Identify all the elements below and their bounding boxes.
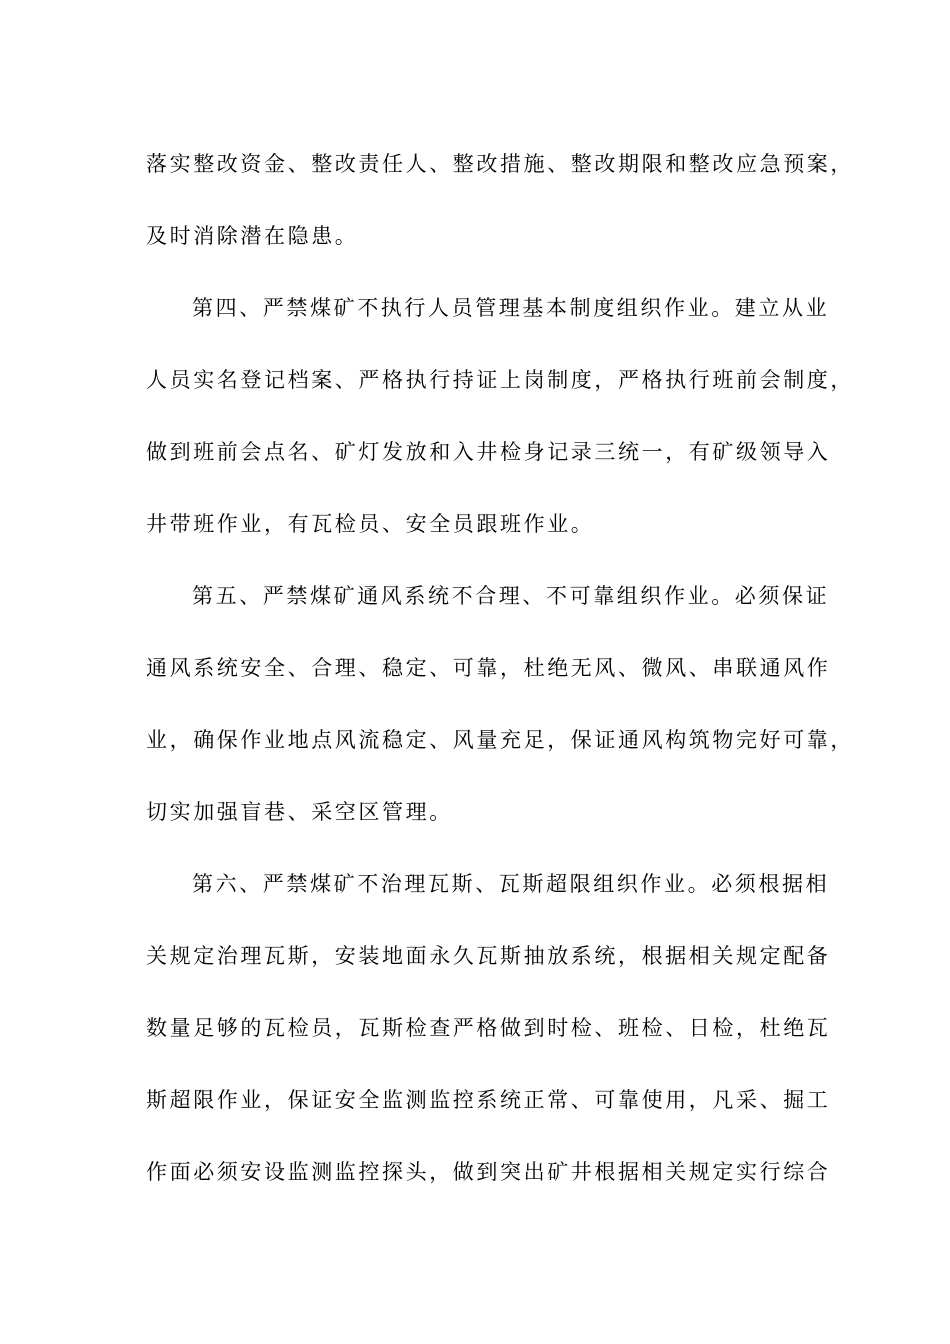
text-line: 落实整改资金、整改责任人、整改措施、整改期限和整改应急预案， — [146, 152, 854, 176]
text-line: 及时消除潜在隐患。 — [146, 224, 359, 248]
text-line: 通风系统安全、合理、稳定、可靠，杜绝无风、微风、串联通风作 — [146, 656, 831, 680]
text-line: 人员实名登记档案、严格执行持证上岗制度，严格执行班前会制度， — [146, 368, 854, 392]
text-line: 关规定治理瓦斯，安装地面永久瓦斯抽放系统，根据相关规定配备 — [146, 944, 831, 968]
text-line: 第四、严禁煤矿不执行人员管理基本制度组织作业。建立从业 — [192, 296, 830, 320]
body-text — [146, 128, 854, 1208]
text-line: 作面必须安设监测监控探头，做到突出矿井根据相关规定实行综合 — [146, 1160, 831, 1184]
text-line: 第六、严禁煤矿不治理瓦斯、瓦斯超限组织作业。必须根据相 — [192, 872, 830, 896]
text-line: 做到班前会点名、矿灯发放和入井检身记录三统一，有矿级领导入 — [146, 440, 831, 464]
text-line: 斯超限作业，保证安全监测监控系统正常、可靠使用，凡采、掘工 — [146, 1088, 831, 1112]
text-line: 第五、严禁煤矿通风系统不合理、不可靠组织作业。必须保证 — [192, 584, 830, 608]
text-line: 数量足够的瓦检员，瓦斯检查严格做到时检、班检、日检，杜绝瓦 — [146, 1016, 831, 1040]
text-line: 切实加强盲巷、采空区管理。 — [146, 800, 453, 824]
text-line: 井带班作业，有瓦检员、安全员跟班作业。 — [146, 512, 595, 536]
text-line: 业，确保作业地点风流稳定、风量充足，保证通风构筑物完好可靠， — [146, 728, 854, 752]
